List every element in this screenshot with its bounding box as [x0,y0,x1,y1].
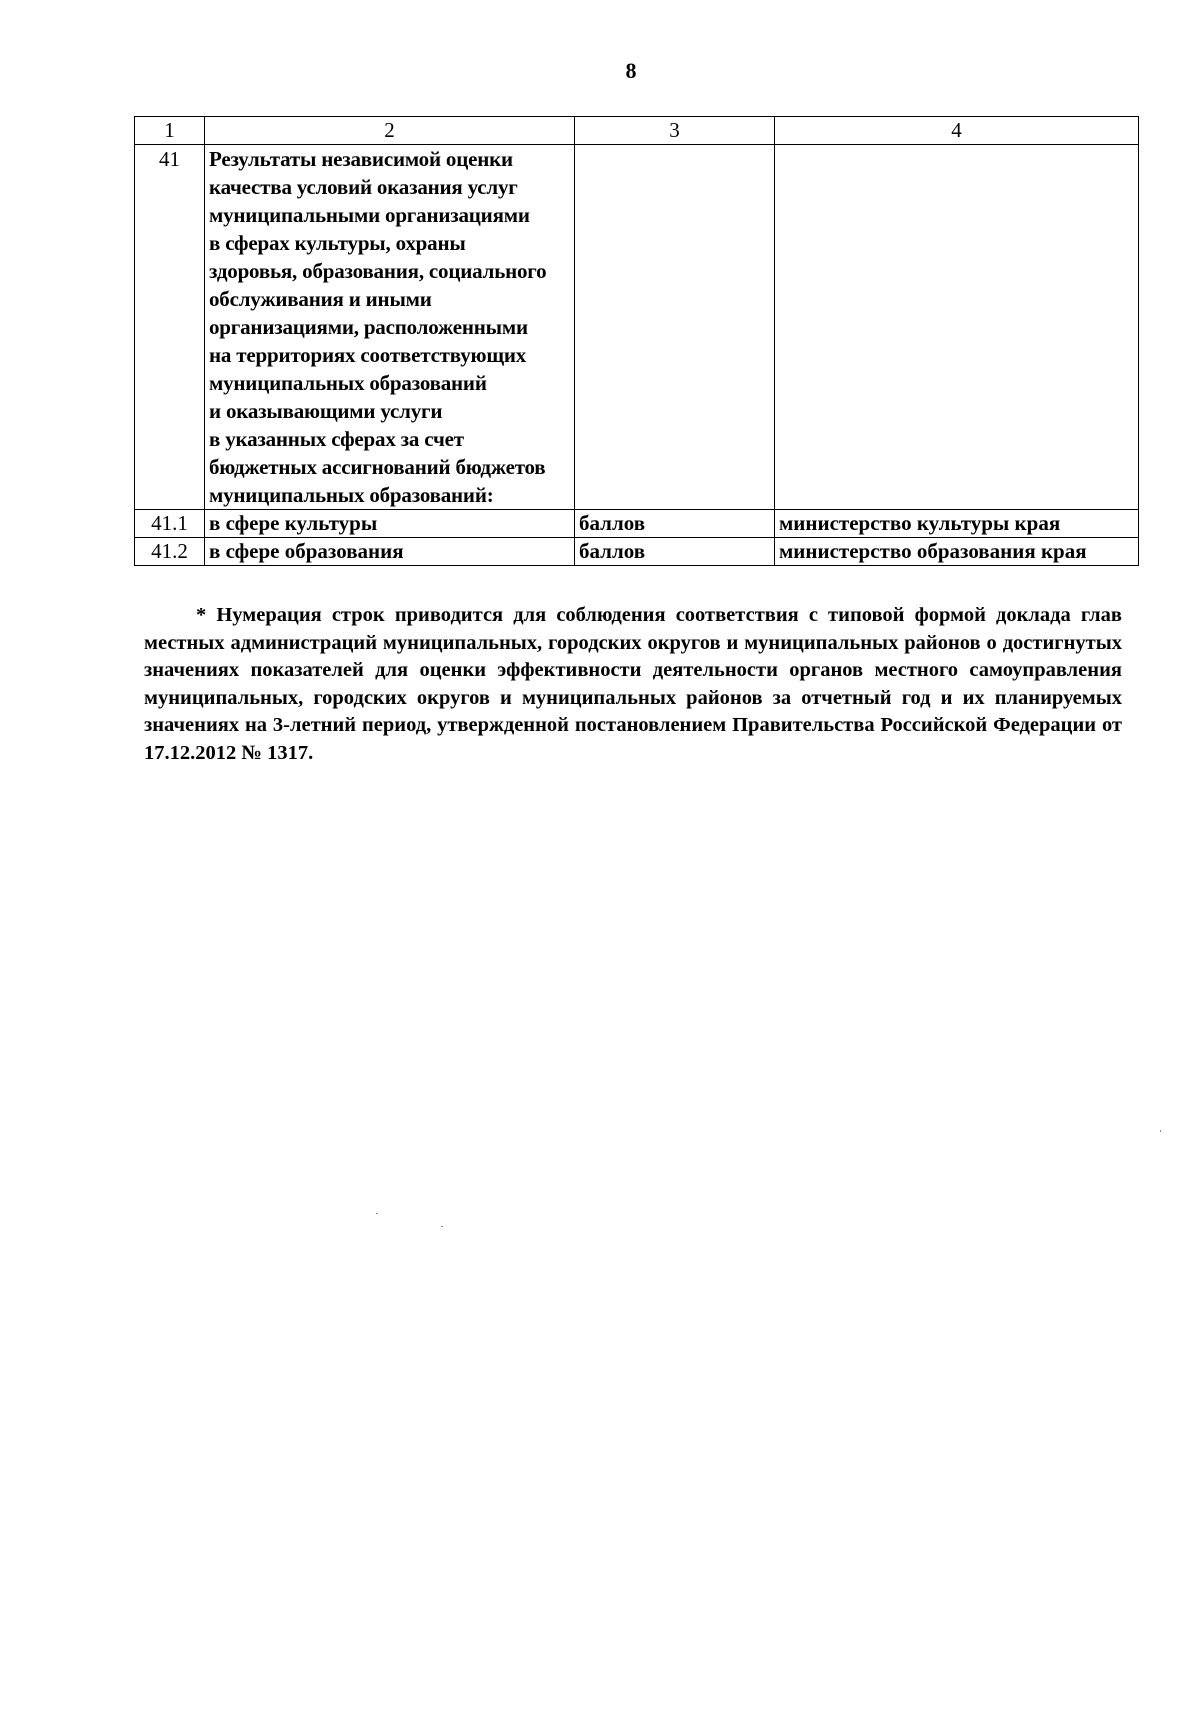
header-col-1: 1 [135,117,205,145]
table-row [135,510,1139,538]
row-number: 41.2 [135,538,205,566]
footnote: * Нумерация строк приводится для соблюдения соответствия с типовой формой доклада глав местных администраций муниципальных, городских округов и муниципальных районов о достигнутых значениях показателей для оценки эффективности деятельности органов местного самоуправления муниципальных, городских округов и муниципальных районов за отчетный год и их планируемых значениях на 3-летний период, утвержденной постановлением Правительства Российской Федерации от 17.12.2012 № 1317. [144,604,1122,764]
row-number: 41 [135,145,205,510]
table-header-row [135,117,1139,145]
scan-speck [1160,1130,1161,1132]
indicator-name: Результаты независимой оценки качества условий оказания услуг муниципальными организациями в сферах культуры, охраны здоровья, образования, социального обслуживания и иными организациями, расположенными на территориях соответствующих муниципальных образований и оказывающими услуги в указанных сферах за счет бюджетных ассигнований бюджетов муниципальных образований: [205,145,575,510]
indicator-name: в сфере культуры [205,510,575,538]
responsible-cell [775,145,1139,510]
indicators-table [134,116,1139,566]
page-number: 8 [625,58,637,83]
header-col-2: 2 [205,117,575,145]
unit-cell: баллов [575,510,775,538]
unit-cell: баллов [575,538,775,566]
row-number: 41.1 [135,510,205,538]
indicator-name: в сфере образования [205,538,575,566]
table-row [135,538,1139,566]
responsible-cell: министерство культуры края [775,510,1139,538]
scan-speck [376,1213,378,1214]
scan-speck [441,1226,443,1227]
header-col-4: 4 [775,117,1139,145]
table-row [135,145,1139,510]
unit-cell [575,145,775,510]
responsible-cell: министерство образования края [775,538,1139,566]
header-col-3: 3 [575,117,775,145]
